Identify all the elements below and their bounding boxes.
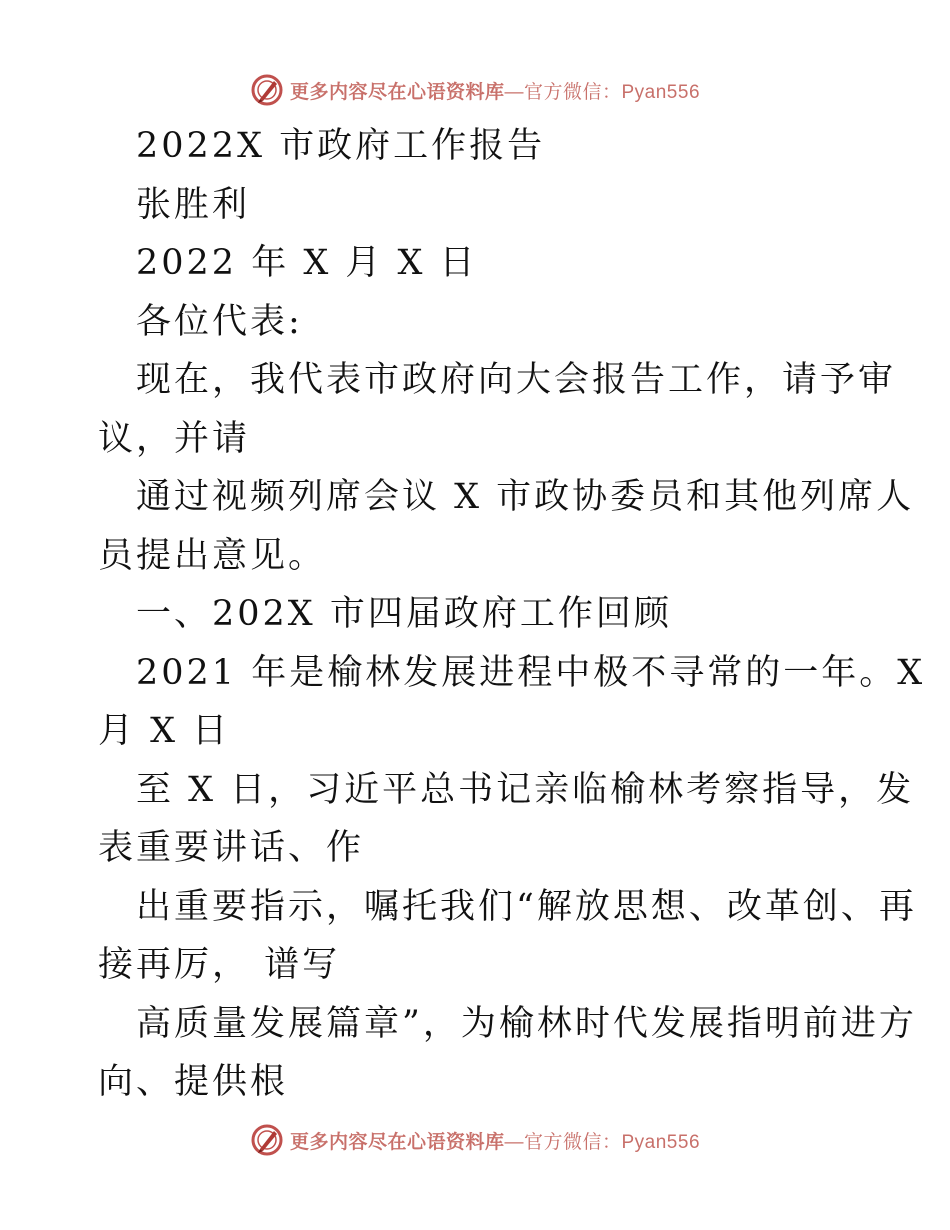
doc-line: 至 X 日，习近平总书记亲临榆林考察指导，发 [136,769,915,810]
document-body [98,117,926,1112]
doc-line: 月 X 日 [98,711,231,751]
pen-seal-logo-icon [250,1123,284,1157]
doc-line: 接再厉， 谱写 [98,945,341,985]
doc-line: 表重要讲话、作 [98,828,365,868]
header-banner-content [250,73,700,107]
doc-salutation: 各位代表: [136,301,303,342]
header-banner [0,70,950,110]
doc-line: 议，并请 [98,418,251,459]
footer-banner [0,1120,950,1160]
doc-line: 员提出意见。 [98,535,327,576]
header-banner-text [290,77,700,104]
doc-date: 2022 年 X 月 X 日 [136,243,478,283]
header-banner-wechat-id: Pyan556 [621,81,701,103]
doc-line: 高质量发展篇章”，为榆林时代发展指明前进方 [136,1003,917,1044]
footer-banner-separator: —官方微信： [504,1131,622,1153]
footer-banner-text [290,1127,700,1154]
footer-banner-content [250,1123,700,1157]
doc-line: 2021 年是榆林发展进程中极不寻常的一年。X [136,652,926,693]
footer-banner-wechat-id: Pyan556 [621,1131,701,1153]
doc-section-heading: 一、202X 市四届政府工作回顾 [136,594,672,634]
footer-banner-site: 更多内容尽在心语资料库 [289,1130,505,1153]
doc-line: 向、提供根 [98,1062,289,1102]
doc-line: 出重要指示，嘱托我们“解放思想、改革创、再 [136,886,917,927]
doc-author: 张胜利 [136,184,251,225]
doc-line: 通过视频列席会议 X 市政协委员和其他列席人 [136,477,915,517]
header-banner-separator: —官方微信： [504,81,622,103]
doc-line: 现在，我代表市政府向大会报告工作，请予审 [136,360,897,400]
doc-title: 2022X 市政府工作报告 [136,126,546,166]
header-banner-site: 更多内容尽在心语资料库 [289,80,505,103]
pen-seal-logo-icon [250,73,284,107]
